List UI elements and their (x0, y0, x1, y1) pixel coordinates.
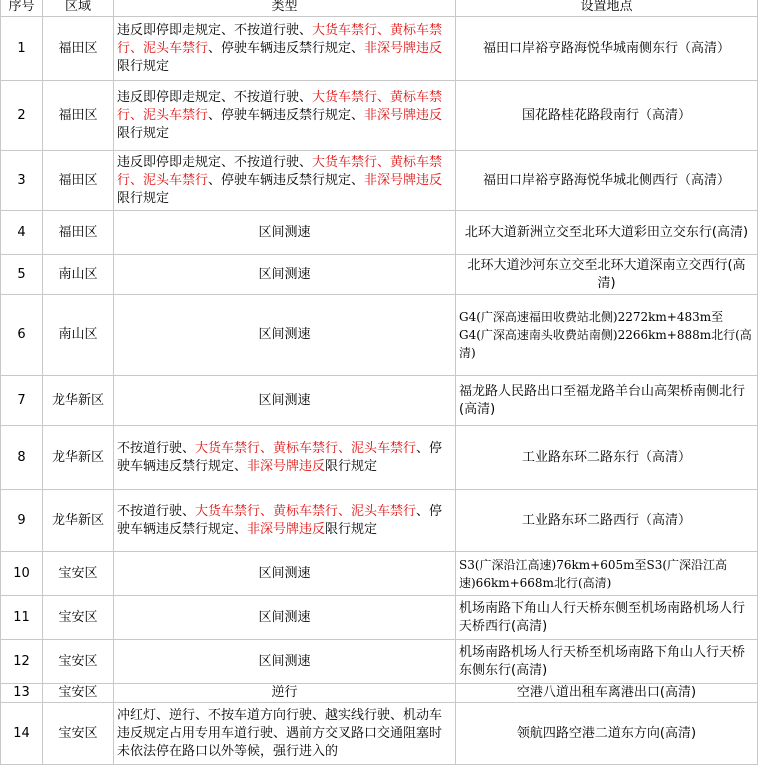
cell-type (114, 295, 456, 376)
type-text: 逆行 (271, 685, 298, 700)
cell-type (114, 151, 456, 211)
cell-no: 4 (1, 211, 43, 255)
cell-type (114, 640, 456, 684)
header-no: 序号 (1, 0, 43, 17)
table-row (1, 640, 758, 684)
cell-location: G4(广深高速福田收费站北侧)2272km+483m至G4(广深高速南头收费站南侧)2266km+888m北行(高清) (456, 295, 758, 376)
table-row (1, 151, 758, 211)
type-text: 限行规定 (117, 190, 170, 206)
cell-district: 宝安区 (43, 596, 114, 640)
cell-district: 南山区 (43, 255, 114, 295)
cell-district: 宝安区 (43, 703, 114, 765)
type-text: 、停驶车辆违反禁行规定、 (208, 107, 365, 123)
type-highlight-text: 非深号牌违反 (364, 40, 443, 56)
table-row (1, 255, 758, 295)
type-text: 区间测速 (258, 609, 311, 625)
cell-district: 龙华新区 (43, 490, 114, 552)
cell-location: 工业路东环二路西行（高清） (456, 490, 758, 552)
cell-type (114, 211, 456, 255)
type-text: 冲红灯、逆行、不按车道方向行驶、越实线行驶、机动车违反规定占用专用车道行驶、遇前方交叉路口交通阻塞时未依法停在路口以外等候，强行进入的 (117, 707, 443, 759)
table-row (1, 703, 758, 765)
cell-district: 龙华新区 (43, 376, 114, 426)
type-highlight-text: 大货车禁行、黄标车禁行、泥头车禁行 (195, 440, 417, 456)
cell-location: 机场南路机场人行天桥至机场南路下角山人行天桥东侧东行(高清) (456, 640, 758, 684)
cell-no: 3 (1, 151, 43, 211)
cell-type (114, 552, 456, 596)
cell-no: 2 (1, 81, 43, 151)
cell-type (114, 703, 456, 765)
cell-type (114, 596, 456, 640)
type-text: 限行规定 (117, 58, 170, 74)
type-highlight-text: 大货车禁行、黄标车禁行、泥头车禁行 (117, 89, 443, 123)
type-text: 限行规定 (325, 458, 378, 474)
cell-location: 领航四路空港二道东方向(高清) (456, 703, 758, 765)
type-highlight-text: 非深号牌违反 (364, 172, 443, 188)
table-row (1, 684, 758, 703)
cell-location: 北环大道沙河东立交至北环大道深南立交西行(高清) (456, 255, 758, 295)
type-highlight-text: 大货车禁行、黄标车禁行、泥头车禁行 (117, 154, 443, 188)
header-district: 区域 (43, 0, 114, 17)
cell-no: 11 (1, 596, 43, 640)
type-text: 不按道行驶、 (117, 503, 196, 519)
cell-no: 8 (1, 426, 43, 490)
header-row (1, 0, 758, 17)
type-text: 区间测速 (258, 392, 311, 408)
table-row (1, 17, 758, 81)
type-text: 、停驶车辆违反禁行规定、 (117, 440, 443, 474)
type-text: 限行规定 (117, 125, 170, 141)
type-highlight-text: 非深号牌违反 (247, 458, 326, 474)
cell-no: 7 (1, 376, 43, 426)
cell-location: 福田口岸裕亨路海悦华城北侧西行（高清） (456, 151, 758, 211)
type-text: 区间测速 (258, 653, 311, 669)
type-highlight-text: 大货车禁行、黄标车禁行、泥头车禁行 (117, 22, 443, 56)
cell-location: 空港八道出租车离港出口(高清) (456, 684, 758, 703)
header-location: 设置地点 (456, 0, 758, 17)
cell-district: 南山区 (43, 295, 114, 376)
cell-location: 机场南路下角山人行天桥东侧至机场南路机场人行天桥西行(高清) (456, 596, 758, 640)
type-text: 区间测速 (258, 266, 311, 282)
type-text: 违反即停即走规定、不按道行驶、 (117, 89, 313, 105)
cell-location: 福龙路人民路出口至福龙路羊台山高架桥南侧北行(高清) (456, 376, 758, 426)
type-text: 、停驶车辆违反禁行规定、 (208, 40, 365, 56)
cell-no: 10 (1, 552, 43, 596)
cell-no: 1 (1, 17, 43, 81)
cell-no: 5 (1, 255, 43, 295)
cell-no: 6 (1, 295, 43, 376)
type-text: 区间测速 (258, 327, 311, 342)
cell-no: 12 (1, 640, 43, 684)
cell-no: 14 (1, 703, 43, 765)
table-row (1, 376, 758, 426)
cell-district: 宝安区 (43, 640, 114, 684)
table-row (1, 211, 758, 255)
cell-location: 工业路东环二路东行（高清） (456, 426, 758, 490)
type-text: 限行规定 (325, 521, 378, 537)
table-row (1, 426, 758, 490)
cell-district: 福田区 (43, 211, 114, 255)
cell-type (114, 81, 456, 151)
type-text: 不按道行驶、 (117, 440, 196, 456)
table-row (1, 552, 758, 596)
table-row (1, 596, 758, 640)
table-row (1, 295, 758, 376)
cell-district: 龙华新区 (43, 426, 114, 490)
type-text: 违反即停即走规定、不按道行驶、 (117, 22, 313, 38)
cell-location: 北环大道新洲立交至北环大道彩田立交东行(高清) (456, 211, 758, 255)
cell-district: 福田区 (43, 81, 114, 151)
cell-district: 宝安区 (43, 684, 114, 703)
type-text: 区间测速 (258, 224, 311, 240)
cell-type (114, 376, 456, 426)
type-text: 区间测速 (258, 565, 311, 581)
cell-no: 13 (1, 684, 43, 703)
type-text: 、停驶车辆违反禁行规定、 (117, 503, 443, 537)
header-type: 类型 (114, 0, 456, 17)
cell-no: 9 (1, 490, 43, 552)
cell-type (114, 684, 456, 703)
type-highlight-text: 非深号牌违反 (364, 107, 443, 123)
type-highlight-text: 非深号牌违反 (247, 521, 326, 537)
cell-location: 福田口岸裕亨路海悦华城南侧东行（高清） (456, 17, 758, 81)
type-highlight-text: 大货车禁行、黄标车禁行、泥头车禁行 (195, 503, 417, 519)
type-text: 、停驶车辆违反禁行规定、 (208, 172, 365, 188)
cell-type (114, 490, 456, 552)
cell-type (114, 17, 456, 81)
cell-location: 国花路桂花路段南行（高清） (456, 81, 758, 151)
table-row (1, 81, 758, 151)
cell-district: 宝安区 (43, 552, 114, 596)
cell-location: S3(广深沿江高速)76km+605m至S3(广深沿江高速)66km+668m北行(高清) (456, 552, 758, 596)
cell-type (114, 255, 456, 295)
cell-district: 福田区 (43, 17, 114, 81)
type-text: 违反即停即走规定、不按道行驶、 (117, 154, 313, 170)
cell-type (114, 426, 456, 490)
cell-district: 福田区 (43, 151, 114, 211)
table-row (1, 490, 758, 552)
